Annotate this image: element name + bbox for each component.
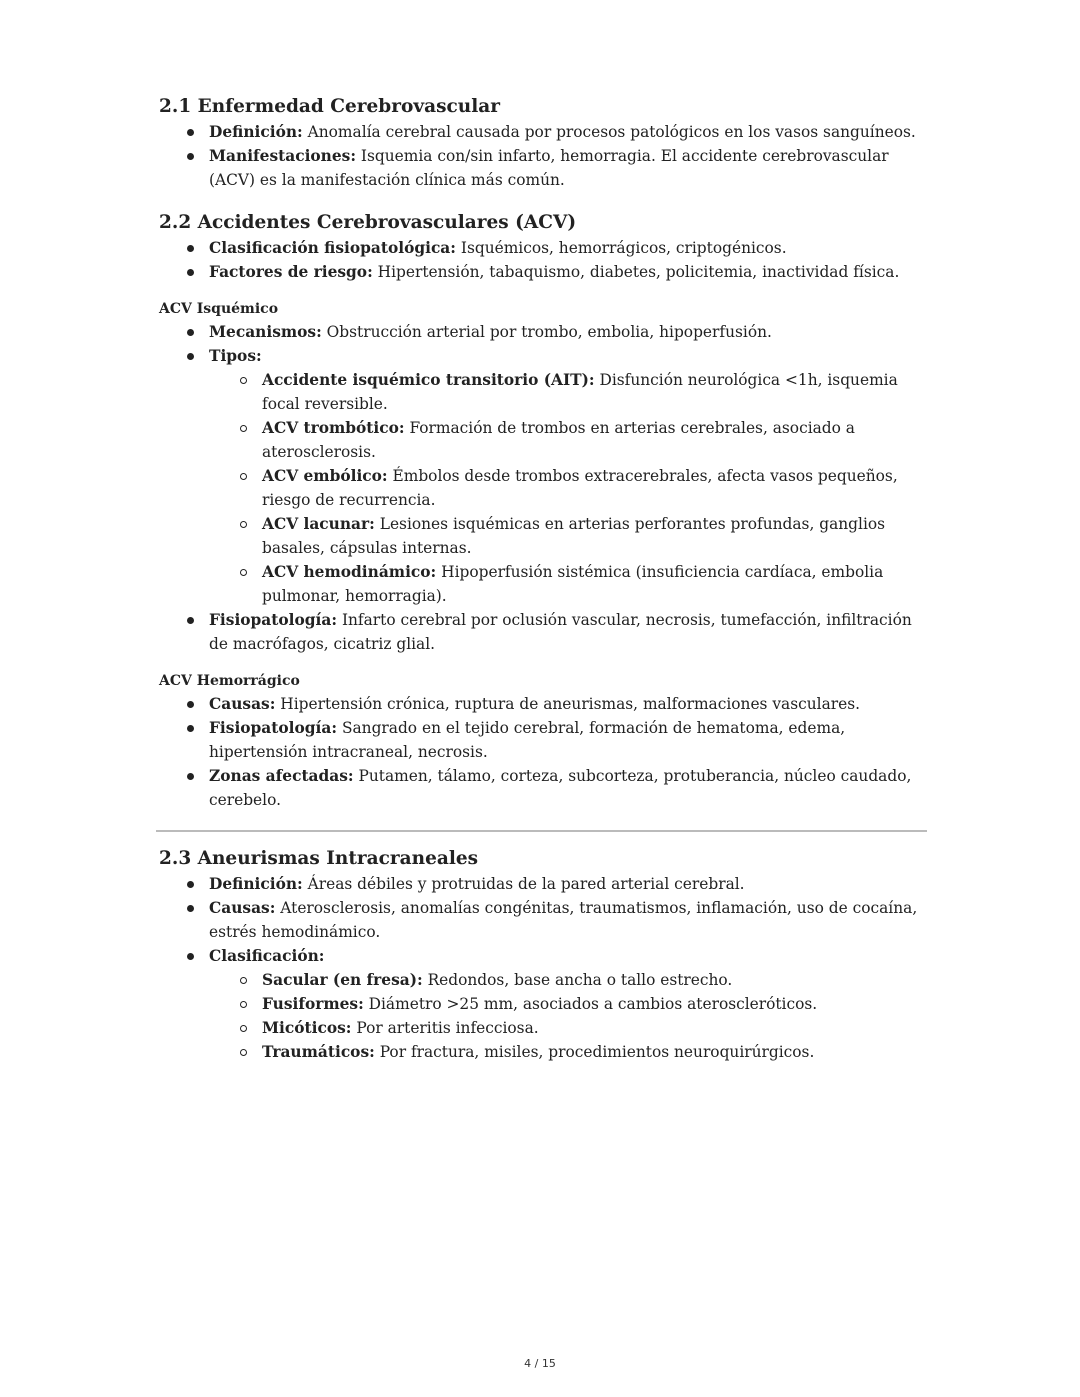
item-text: Hipoperfusión sistémica (insuficiencia cardíaca, embolia pulmonar, hemorragia). — [262, 563, 884, 605]
list-item — [159, 320, 924, 344]
item-label: ACV hemodinámico: — [262, 563, 437, 581]
item-label: Traumáticos: — [262, 1043, 375, 1061]
section-heading: 2.2 Accidentes Cerebrovasculares (ACV) — [159, 212, 577, 233]
item-text: Aterosclerosis, anomalías congénitas, traumatismos, inflamación, uso de cocaína, estrés hemodinámico. — [209, 899, 918, 941]
item-label: Clasificación fisiopatológica: — [209, 239, 456, 257]
item-text: Émbolos desde trombos extracerebrales, afecta vasos pequeños, riesgo de recurrencia. — [262, 467, 898, 509]
list-item — [209, 968, 924, 992]
item-text: Obstrucción arterial por trombo, embolia, hipoperfusión. — [321, 323, 772, 341]
bullet-list — [159, 692, 924, 812]
list-item — [209, 464, 924, 512]
item-text: Infarto cerebral por oclusión vascular, necrosis, tumefacción, infiltración de macrófagos, cicatriz glial. — [209, 611, 912, 653]
bullet-list — [159, 120, 924, 192]
page-number: 4 / 15 — [524, 1357, 556, 1370]
item-label: Fisiopatología: — [209, 719, 338, 737]
item-label: Causas: — [209, 899, 276, 917]
list-item — [159, 716, 924, 764]
item-label: Clasificación: — [209, 947, 325, 965]
section — [159, 846, 924, 1064]
item-label: ACV trombótico: — [262, 419, 405, 437]
subsection — [159, 298, 924, 656]
subsection-heading: ACV Isquémico — [159, 301, 279, 317]
list-item — [159, 692, 924, 716]
item-text: Hipertensión, tabaquismo, diabetes, policitemia, inactividad física. — [372, 263, 900, 281]
subsection — [159, 670, 924, 812]
item-text: Isquemia con/sin infarto, hemorragia. El accidente cerebrovascular (ACV) es la manifestación clínica más común. — [209, 147, 889, 189]
list-item — [159, 608, 924, 656]
list-item — [209, 1040, 924, 1064]
item-label: Fisiopatología: — [209, 611, 338, 629]
list-item — [209, 416, 924, 464]
bullet-list — [159, 320, 924, 656]
item-label: Tipos: — [209, 347, 262, 365]
subsection-heading: ACV Hemorrágico — [159, 673, 300, 689]
item-text: Por arteritis infecciosa. — [351, 1019, 539, 1037]
item-label: Sacular (en fresa): — [262, 971, 423, 989]
item-text: Diámetro >25 mm, asociados a cambios ateroscleróticos. — [363, 995, 818, 1013]
list-item — [159, 144, 924, 192]
item-text: Disfunción neurológica <1h, isquemia focal reversible. — [262, 371, 898, 413]
list-item — [159, 764, 924, 812]
item-label: Definición: — [209, 123, 303, 141]
list-item — [209, 512, 924, 560]
item-text: Anomalía cerebral causada por procesos patológicos en los vasos sanguíneos. — [302, 123, 916, 141]
item-label: Mecanismos: — [209, 323, 322, 341]
item-text: Sangrado en el tejido cerebral, formación de hematoma, edema, hipertensión intracraneal, necrosis. — [209, 719, 846, 761]
document-body — [159, 94, 924, 1082]
item-text: Hipertensión crónica, ruptura de aneurismas, malformaciones vasculares. — [275, 695, 861, 713]
item-label: Causas: — [209, 695, 276, 713]
section-divider — [156, 830, 927, 832]
sub-bullet-list — [209, 968, 924, 1064]
list-item — [159, 236, 924, 260]
section — [159, 210, 924, 284]
list-item — [159, 944, 924, 1064]
item-label: Micóticos: — [262, 1019, 352, 1037]
item-text: Formación de trombos en arterias cerebrales, asociado a aterosclerosis. — [262, 419, 855, 461]
item-label: Accidente isquémico transitorio (AIT): — [262, 371, 595, 389]
item-text: Putamen, tálamo, corteza, subcorteza, protuberancia, núcleo caudado, cerebelo. — [209, 767, 912, 809]
item-text: Lesiones isquémicas en arterias perforantes profundas, ganglios basales, cápsulas internas. — [262, 515, 886, 557]
item-label: Zonas afectadas: — [209, 767, 354, 785]
section-heading: 2.1 Enfermedad Cerebrovascular — [159, 96, 500, 117]
item-text: Isquémicos, hemorrágicos, criptogénicos. — [455, 239, 787, 257]
list-item — [159, 872, 924, 896]
item-text: Redondos, base ancha o tallo estrecho. — [422, 971, 733, 989]
item-label: ACV lacunar: — [262, 515, 375, 533]
sub-bullet-list — [209, 368, 924, 608]
item-text: Áreas débiles y protruidas de la pared arterial cerebral. — [302, 875, 745, 893]
list-item — [159, 260, 924, 284]
item-label: Fusiformes: — [262, 995, 364, 1013]
section — [159, 94, 924, 192]
list-item — [159, 120, 924, 144]
list-item — [159, 344, 924, 608]
list-item — [209, 368, 924, 416]
list-item — [159, 896, 924, 944]
item-label: Definición: — [209, 875, 303, 893]
item-label: Manifestaciones: — [209, 147, 357, 165]
list-item — [209, 992, 924, 1016]
bullet-list — [159, 236, 924, 284]
list-item — [209, 1016, 924, 1040]
list-item — [209, 560, 924, 608]
item-label: Factores de riesgo: — [209, 263, 373, 281]
item-text: Por fractura, misiles, procedimientos neuroquirúrgicos. — [374, 1043, 815, 1061]
section-heading: 2.3 Aneurismas Intracraneales — [159, 848, 479, 869]
item-label: ACV embólico: — [262, 467, 388, 485]
bullet-list — [159, 872, 924, 1064]
